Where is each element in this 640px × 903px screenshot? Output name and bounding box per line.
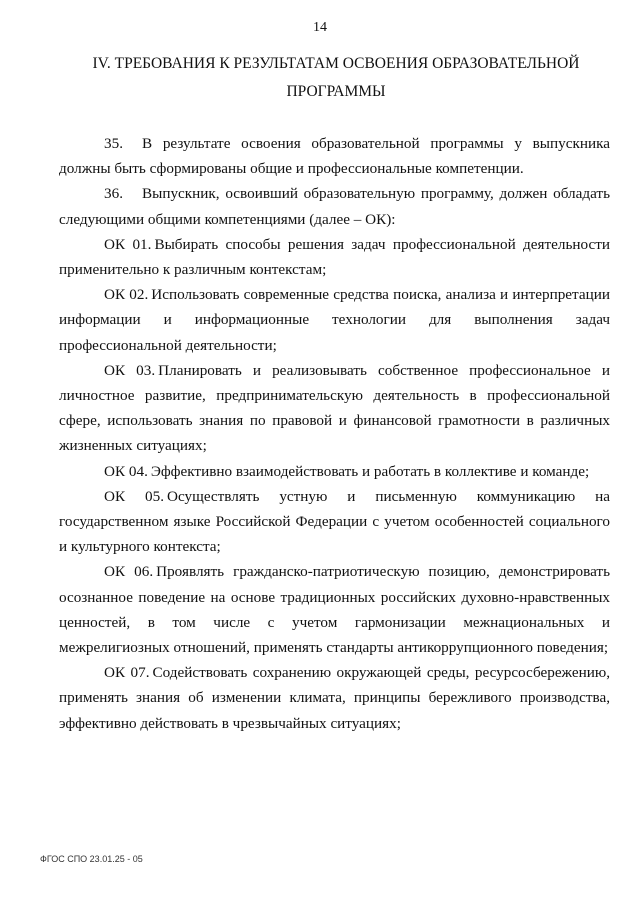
paragraph-text: В результате освоения образовательной программы у выпускника должны быть сформированы общие и профессиональные компетенции. [59,135,610,178]
competency-ok-03 [59,358,610,459]
competency-code: ОК 03. [104,361,156,379]
competency-text: Осуществлять устную и письменную коммуникацию на государственном языке Российской Федерации с учетом особенностей социального и культурного контекста; [59,487,610,556]
competency-text: Содействовать сохранению окружающей среды, ресурсосбережению, применять знания об изменении климата, принципы бережливого производства, эффективно действовать в чрезвычайных ситуациях; [59,664,610,732]
competency-code: ОК 07. [104,664,150,682]
document-body [59,131,610,736]
competency-code: ОК 06. [104,563,154,581]
competency-text: Проявлять гражданско-патриотическую позицию, демонстрировать осознанное поведение на основе традиционных российских духовно-нравственных ценностей, в том числе с учетом гармонизации межнациональных и межрелигиозных отношений, применять стандарты антикоррупционного поведения; [59,563,610,657]
competency-ok-07 [59,660,610,736]
section-heading-line-1: IV. ТРЕБОВАНИЯ К РЕЗУЛЬТАТАМ ОСВОЕНИЯ ОБРАЗОВАТЕЛЬНОЙ [92,55,580,72]
competency-text: Использовать современные средства поиска, анализа и интерпретации информации и информационные технологии для выполнения задач профессиональной деятельности; [59,286,610,354]
paragraph-35 [59,131,610,181]
competency-text: Планировать и реализовывать собственное профессиональное и личностное развитие, предпринимательскую деятельность в профессиональной сфере, использовать знания по правовой и финансовой грамотности в различных жизненных ситуациях; [59,361,610,455]
competency-code: ОК 04. [104,462,148,480]
document-footer-code: ФГОС СПО 23.01.25 - 05 [40,854,143,864]
section-heading [60,50,612,106]
competency-ok-04 [59,459,610,484]
paragraph-number: 35. [104,135,123,152]
competency-text: Эффективно взаимодействовать и работать в коллективе и команде; [150,462,590,480]
competency-code: ОК 02. [104,286,149,304]
competency-text: Выбирать способы решения задач профессиональной деятельности применительно к различным контекстам; [59,235,610,279]
competency-ok-01 [59,232,610,282]
section-heading-line-2: ПРОГРАММЫ [286,83,386,100]
paragraph-number: 36. [104,185,123,203]
page-number: 14 [313,20,327,35]
paragraph-36 [59,181,610,231]
paragraph-text: Выпускник, освоивший образовательную программу, должен обладать следующими общими компетенциями (далее – ОК): [59,185,610,228]
competency-code: ОК 05. [104,487,165,505]
competency-ok-02 [59,282,610,358]
competency-ok-06 [59,559,610,660]
competency-ok-05 [59,484,610,560]
competency-code: ОК 01. [104,235,152,253]
